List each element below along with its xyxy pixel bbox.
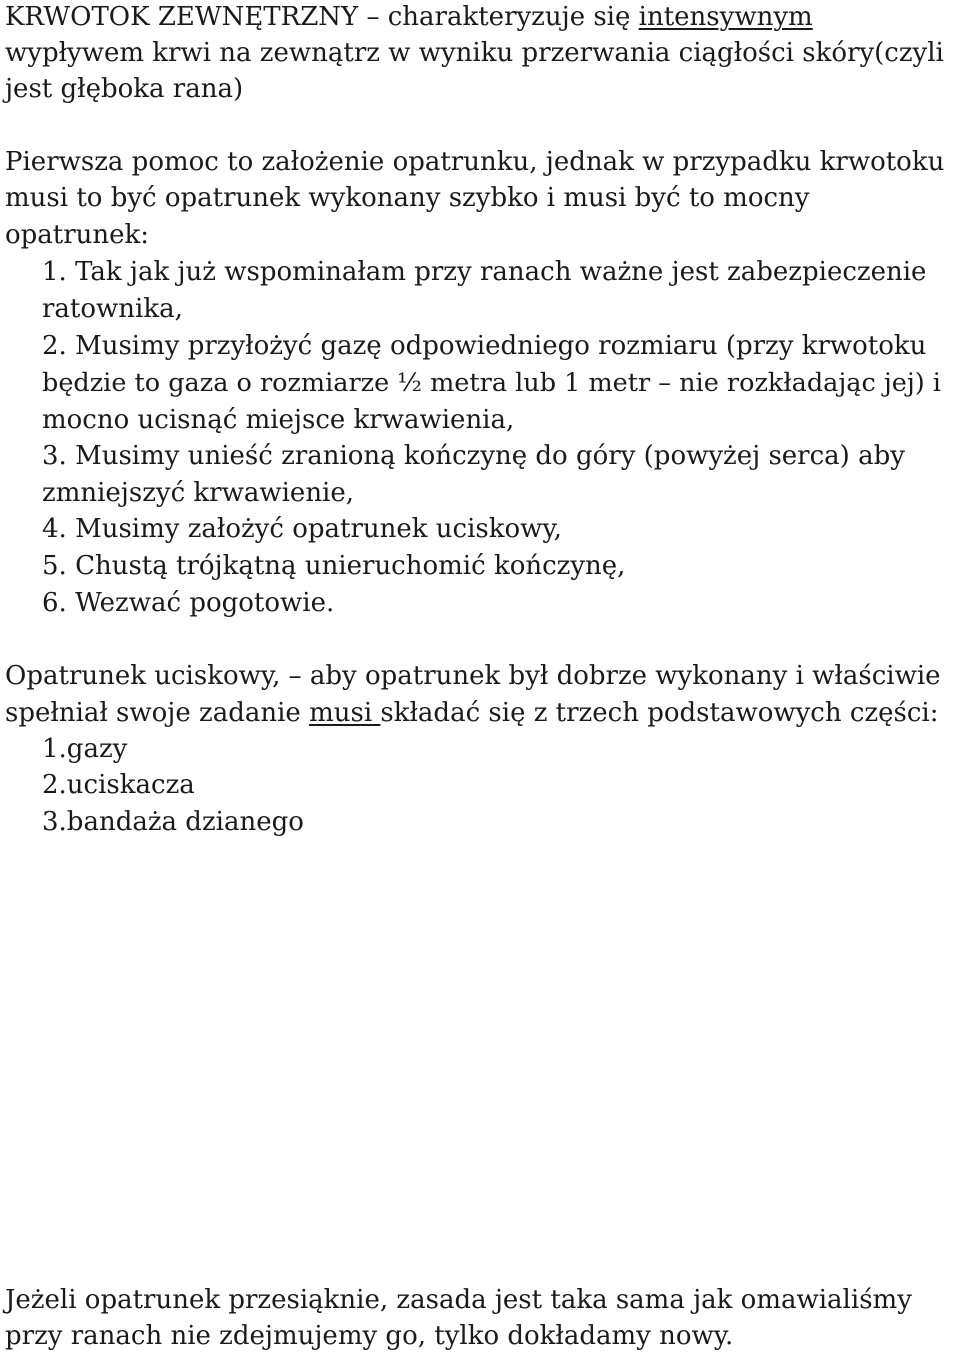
list-item: 1.gazy: [42, 734, 128, 764]
list-item: 1. Tak jak już wspominałam przy ranach ważne jest zabezpieczenie: [42, 257, 927, 287]
list-item: ratownika,: [42, 294, 183, 324]
underlined-word: musi: [309, 698, 381, 728]
section1-line1: [5, 0, 813, 34]
section2-line3: opatrunek:: [5, 220, 150, 250]
section4-line1: Jeżeli opatrunek przesiąknie, zasada jest taka sama jak omawialiśmy: [5, 1285, 912, 1315]
list-item: zmniejszyć krwawienie,: [42, 478, 355, 508]
section1-line3: jest głęboka rana): [5, 74, 244, 104]
section2-line1: Pierwsza pomoc to założenie opatrunku, jednak w przypadku krwotoku: [5, 147, 945, 177]
list-item: 3. Musimy unieść zranioną kończynę do góry (powyżej serca) aby: [42, 441, 905, 471]
section4-line2: przy ranach nie zdejmujemy go, tylko dokładamy nowy.: [5, 1321, 734, 1351]
section1-heading-text: KRWOTOK ZEWNĘTRZNY – charakteryzuje się: [5, 2, 639, 32]
list-item: 3.bandaża dzianego: [42, 807, 304, 837]
list-item: będzie to gaza o rozmiarze ½ metra lub 1 metr – nie rozkładając jej) i: [42, 368, 941, 398]
section3-line2: [5, 696, 939, 730]
underlined-word: intensywnym: [638, 2, 813, 32]
section3-line1: Opatrunek uciskowy, – aby opatrunek był dobrze wykonany i właściwie: [5, 661, 941, 691]
list-item: 2.uciskacza: [42, 770, 195, 800]
list-item: 6. Wezwać pogotowie.: [42, 588, 335, 618]
section3-text-b: składać się z trzech podstawowych części:: [380, 698, 939, 728]
list-item: mocno ucisnąć miejsce krwawienia,: [42, 405, 515, 435]
section2-line2: musi to być opatrunek wykonany szybko i musi być to mocny: [5, 183, 810, 213]
list-item: 2. Musimy przyłożyć gazę odpowiedniego rozmiaru (przy krwotoku: [42, 331, 927, 361]
list-item: 5. Chustą trójkątną unieruchomić kończynę,: [42, 551, 626, 581]
section3-text-a: spełniał swoje zadanie: [5, 698, 310, 728]
section1-line2: wypływem krwi na zewnątrz w wyniku przerwania ciągłości skóry(czyli: [5, 38, 944, 68]
list-item: 4. Musimy założyć opatrunek uciskowy,: [42, 514, 562, 544]
